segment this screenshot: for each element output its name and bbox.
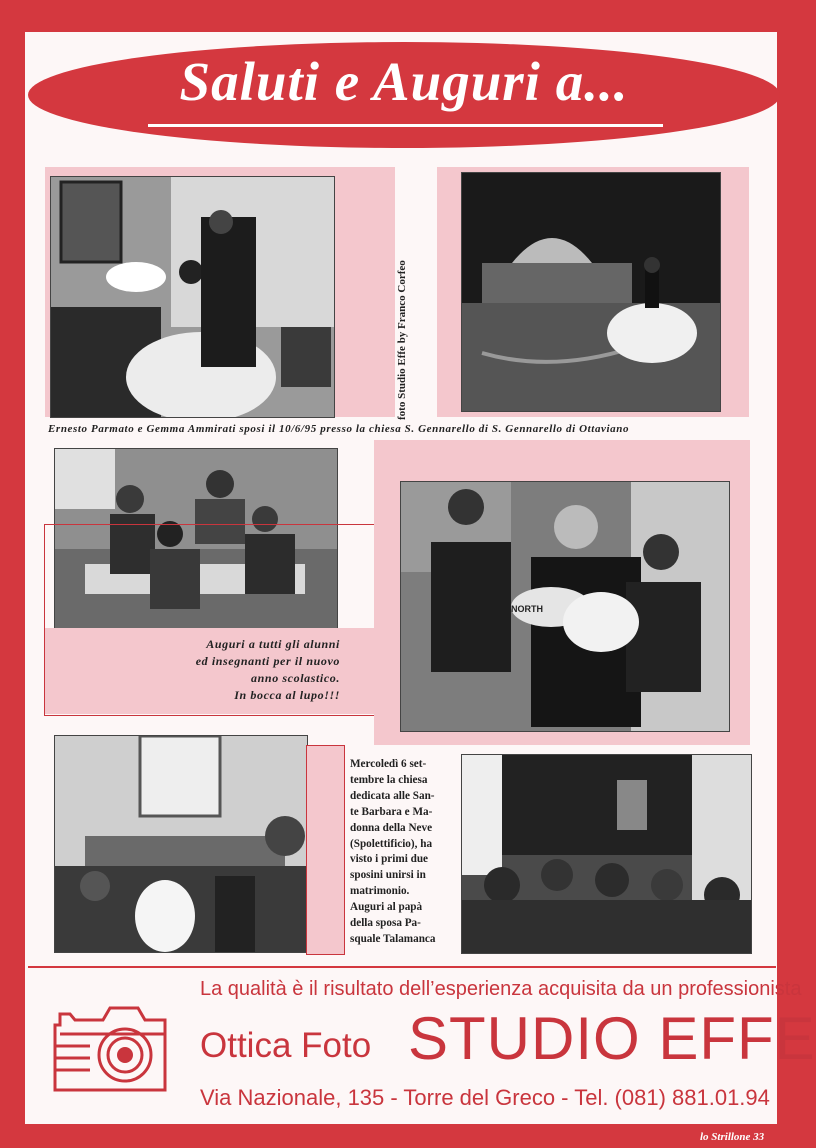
church-text-line: matrimonio. <box>350 885 410 898</box>
church-text-line: te Barbara e Ma- <box>350 805 433 818</box>
ad-address: Via Nazionale, 135 - Torre del Greco - Tel. (081) 881.01.94 <box>200 1085 770 1110</box>
page-title: Saluti e Auguri a... <box>179 51 629 112</box>
church-wedding-text <box>350 757 458 948</box>
church-text-line: squale Talamanca <box>350 932 436 945</box>
school-caption-line: anno scolastico. <box>251 671 340 685</box>
school-caption-line: In bocca al lupo!!! <box>234 688 340 702</box>
ad-tagline: La qualità è il risultato dell’esperienza acquisita da un professionista <box>200 978 802 1000</box>
church-text-line: Mercoledì 6 set- <box>350 758 427 770</box>
school-caption-line: ed insegnanti per il nuovo <box>195 654 340 668</box>
ad-brand: STUDIO EFFE <box>408 1005 816 1072</box>
wedding-caption: Ernesto Parmato e Gemma Ammirati sposi il 10/6/95 presso la chiesa S. Gennarello di S. Gennarello di Ottaviano <box>48 423 630 435</box>
church-text-line: sposini unirsi in <box>350 869 426 882</box>
church-text-line: Auguri al papà <box>350 901 423 914</box>
photo-family <box>400 481 730 732</box>
photo-church-interior <box>54 735 308 953</box>
photo-church-ceremony <box>461 754 752 954</box>
ad-prefix: Ottica Foto <box>200 1026 372 1065</box>
church-text-line: visto i primi due <box>350 853 429 866</box>
church-text-line: tembre la chiesa <box>350 773 428 786</box>
photo-wedding-night <box>461 172 721 412</box>
ad-divider <box>28 966 776 968</box>
sweater-label: NORTH <box>511 604 543 614</box>
title-underline <box>148 124 663 127</box>
church-text-line: (Spolettificio), ha <box>350 837 433 850</box>
school-caption <box>180 636 340 704</box>
school-caption-line: Auguri a tutti gli alunni <box>206 637 340 651</box>
church-text-line: donna della Neve <box>350 821 433 834</box>
photo-credit: foto Studio Effe by Franco Corfeo <box>396 260 408 420</box>
camera-icon <box>50 990 170 1100</box>
church-side-frame <box>306 745 345 955</box>
photo-wedding-interior <box>50 176 335 418</box>
church-text-line: dedicata alle San- <box>350 789 435 802</box>
church-text-line: della sposa Pa- <box>350 917 421 930</box>
page-number: lo Strillone 33 <box>700 1131 765 1143</box>
